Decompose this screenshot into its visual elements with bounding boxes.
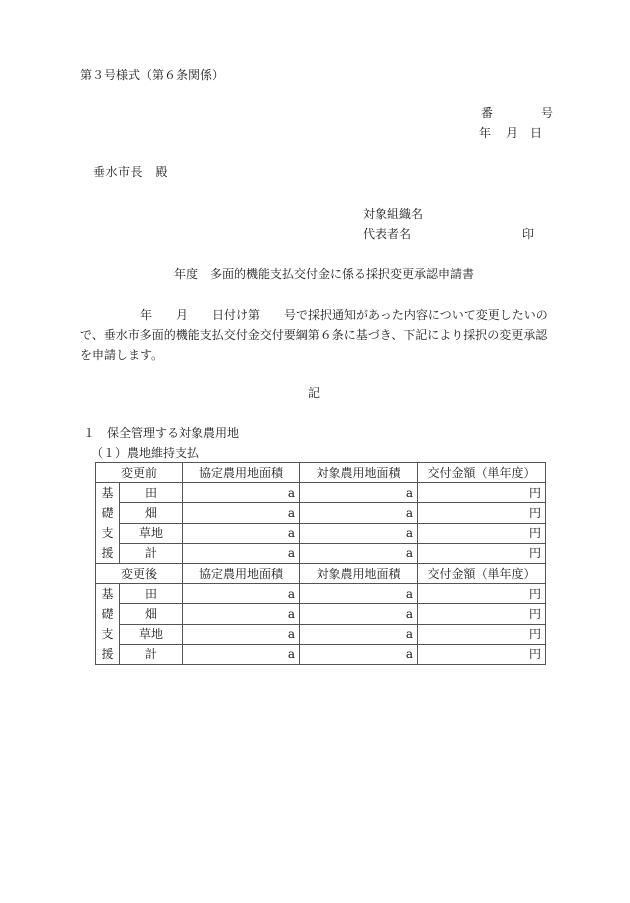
table-row	[96, 503, 546, 523]
row-category: 畑	[120, 604, 183, 624]
target-area-cell[interactable]: a	[300, 584, 418, 604]
header-change-after: 変更後	[96, 564, 183, 584]
table-row	[96, 584, 546, 604]
document-number-label: 番	[481, 106, 494, 120]
date-year: 年	[479, 126, 492, 140]
side-char: 基	[101, 587, 114, 601]
side-char: 礎	[101, 506, 114, 520]
agreement-area-cell[interactable]: a	[183, 543, 300, 563]
agreement-area-cell[interactable]: a	[183, 584, 300, 604]
table-row	[96, 483, 546, 503]
body-day-ref: 日付け第	[212, 308, 261, 322]
grant-amount-cell[interactable]: 円	[418, 543, 546, 563]
target-area-cell[interactable]: a	[300, 604, 418, 624]
target-area-cell[interactable]: a	[300, 483, 418, 503]
ki-heading: 記	[308, 386, 321, 400]
grant-amount-cell[interactable]: 円	[418, 644, 546, 664]
date-day: 日	[530, 126, 543, 140]
header-agreement-area: 協定農用地面積	[183, 463, 300, 483]
document-number-suffix: 号	[541, 106, 554, 120]
target-area-cell[interactable]: a	[300, 624, 418, 644]
row-category: 計	[120, 543, 183, 563]
row-category: 畑	[120, 503, 183, 523]
body-text: 号で採択通知があった内容について変更したいので、垂水市多面的機能支払交付金交付要綱第６条に基づき、下記により採択の変更承認を申請します。	[80, 308, 548, 362]
table-row	[96, 543, 546, 563]
grant-amount-cell[interactable]: 円	[418, 483, 546, 503]
row-category: 田	[120, 584, 183, 604]
side-char: 支	[101, 526, 114, 540]
table-row	[96, 624, 546, 644]
grant-amount-cell[interactable]: 円	[418, 523, 546, 543]
header-agreement-area: 協定農用地面積	[183, 564, 300, 584]
target-area-cell[interactable]: a	[300, 503, 418, 523]
form-number: 第３号様式（第６条関係）	[80, 68, 225, 82]
header-target-area: 対象農用地面積	[300, 463, 418, 483]
side-char: 支	[101, 627, 114, 641]
grant-amount-cell[interactable]: 円	[418, 584, 546, 604]
organization-name-label: 対象組織名	[363, 207, 424, 221]
basic-support-label	[96, 483, 120, 564]
target-area-cell[interactable]: a	[300, 543, 418, 563]
application-body	[80, 305, 555, 365]
side-char: 援	[101, 647, 114, 661]
table-row	[96, 644, 546, 664]
header-grant-amount: 交付金額（単年度）	[418, 463, 546, 483]
row-category: 計	[120, 644, 183, 664]
section-heading: １ 保全管理する対象農用地	[83, 426, 240, 440]
basic-support-label	[96, 584, 120, 665]
farmland-support-table	[95, 462, 546, 665]
seal-mark: 印	[522, 227, 535, 241]
row-category: 田	[120, 483, 183, 503]
header-change-before: 変更前	[96, 463, 183, 483]
row-category: 草地	[120, 624, 183, 644]
representative-name-label: 代表者名	[363, 227, 412, 241]
grant-amount-cell[interactable]: 円	[418, 624, 546, 644]
table-row	[96, 604, 546, 624]
subsection-heading: （１）農地維持支払	[91, 446, 200, 460]
header-target-area: 対象農用地面積	[300, 564, 418, 584]
row-category: 草地	[120, 523, 183, 543]
header-grant-amount: 交付金額（単年度）	[418, 564, 546, 584]
side-char: 礎	[101, 607, 114, 621]
agreement-area-cell[interactable]: a	[183, 644, 300, 664]
target-area-cell[interactable]: a	[300, 644, 418, 664]
table-row	[96, 523, 546, 543]
side-char: 援	[101, 546, 114, 560]
agreement-area-cell[interactable]: a	[183, 503, 300, 523]
table-header-row	[96, 564, 546, 584]
table-header-row	[96, 463, 546, 483]
side-char: 基	[101, 486, 114, 500]
document-title: 年度 多面的機能支払交付金に係る採択変更承認申請書	[174, 267, 475, 281]
date-month: 月	[506, 126, 519, 140]
agreement-area-cell[interactable]: a	[183, 523, 300, 543]
addressee: 垂水市長 殿	[93, 165, 169, 179]
target-area-cell[interactable]: a	[300, 523, 418, 543]
grant-amount-cell[interactable]: 円	[418, 604, 546, 624]
body-month: 月	[176, 308, 189, 322]
agreement-area-cell[interactable]: a	[183, 624, 300, 644]
body-year: 年	[140, 308, 153, 322]
agreement-area-cell[interactable]: a	[183, 483, 300, 503]
grant-amount-cell[interactable]: 円	[418, 503, 546, 523]
agreement-area-cell[interactable]: a	[183, 604, 300, 624]
